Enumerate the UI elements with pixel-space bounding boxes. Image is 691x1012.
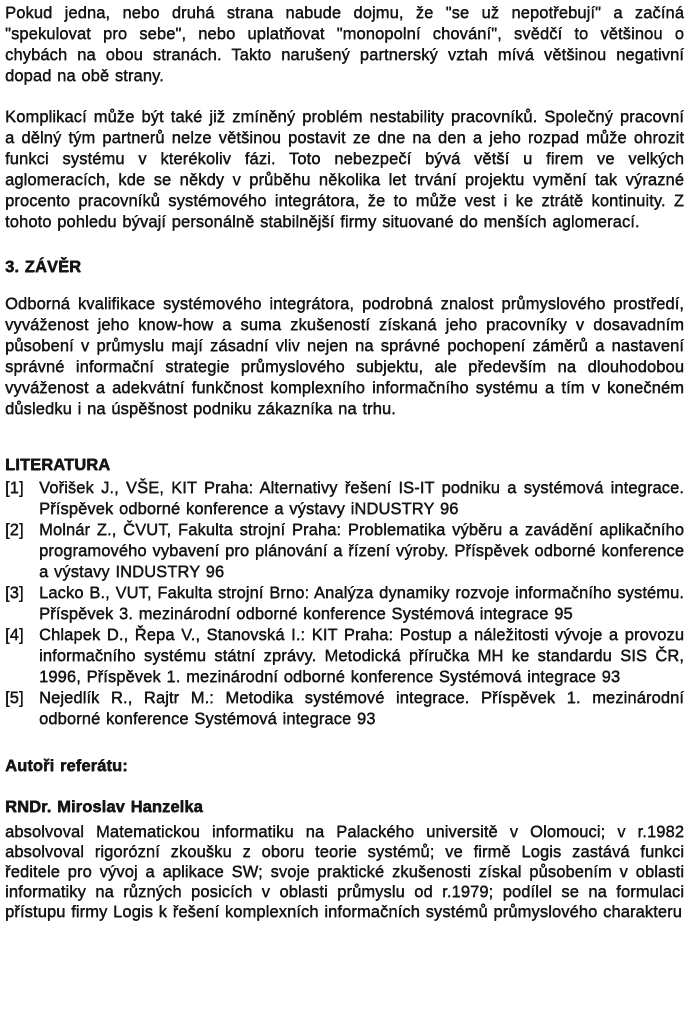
section-heading-zaver: 3. ZÁVĚR xyxy=(5,258,82,276)
reference-item xyxy=(5,478,684,520)
reference-item xyxy=(5,625,684,688)
paragraph-conclusion: Odborná kvalifikace systémového integrátora, podrobná znalost průmyslového prostředí, vyváženost jeho know-how a suma zkušeností získaná jeho pracovníky v dosavadním působení v průmyslu mají zásadní vliv nejen na správné pochopení záměrů a nastavení správné informační strategie průmyslového subjektu, ale především na dlouhodobou vyváženost a adekvátní funkčnost komplexního informačního systému a tím v konečném důsledku i na úspěšnost podniku zákazníka na trhu. xyxy=(5,295,684,418)
reference-text: Lacko B., VUT, Fakulta strojní Brno: Analýza dynamiky rozvoje informačního systému. Příspěvek 3. mezinárodní odborné konference Systémová integrace 95 xyxy=(39,584,684,623)
reference-number: [4] xyxy=(5,626,24,644)
author-name: RNDr. Miroslav Hanzelka xyxy=(5,798,203,816)
reference-text: Molnár Z., ČVUT, Fakulta strojní Praha: Problematika výběru a zavádění aplikačního programového vybavení pro plánování a řízení výroby. Příspěvek odborné konference a výstavy INDUSTRY 96 xyxy=(39,521,684,581)
authors-heading: Autoři referátu: xyxy=(5,757,128,775)
reference-text: Nejedlík R., Rajtr M.: Metodika systémové integrace. Příspěvek 1. mezinárodní odborné konference Systémová integrace 93 xyxy=(39,689,684,728)
reference-item xyxy=(5,688,684,730)
literatura-heading: LITERATURA xyxy=(5,456,111,474)
paragraph-partnership: Pokud jedna, nebo druhá strana nabude dojmu, že "se už nepotřebují" a začíná "spekulovat pro sebe", nebo uplatňovat "monopolní chování", svědčí to většinou o chybách na obou stranách. Takto narušený partnerský vztah mívá většinou negativní dopad na obě strany. xyxy=(5,4,684,85)
reference-text: Vořišek J., VŠE, KIT Praha: Alternativy řešení IS-IT podniku a systémová integrace. Příspěvek odborné konference a výstavy iNDUSTRY 96 xyxy=(39,479,684,518)
reference-number: [2] xyxy=(5,521,24,539)
reference-item xyxy=(5,520,684,583)
reference-list xyxy=(5,478,684,730)
reference-number: [5] xyxy=(5,689,24,707)
reference-number: [3] xyxy=(5,584,24,602)
reference-item xyxy=(5,583,684,625)
author-bio: absolvoval Matematickou informatiku na Palackého universitě v Olomouci; v r.1982 absolvoval rigorózní zkoušku z oboru teorie systémů; ve firmě Logis zastává funkci ředitele pro vývoj a aplikace SW; svoje praktické zkušenosti získal působením v oblasti informatiky na různých posicích v oblasti průmyslu od r.1979; podílel se na formulaci přístupu firmy Logis k řešení komplexních informačních systémů průmyslového charakteru xyxy=(5,823,684,921)
reference-text: Chlapek D., Řepa V., Stanovská I.: KIT Praha: Postup a náležitosti vývoje a provozu informačního systému státní zprávy. Metodická příručka MH ke standardu SIS ČR, 1996, Příspěvek 1. mezinárodní odborné konference Systémová integrace 93 xyxy=(39,626,684,686)
reference-number: [1] xyxy=(5,479,24,497)
paragraph-team-stability: Komplikací může být také již zmíněný problém nestability pracovníků. Společný pracovní a dělný tým partnerů nelze většinou postavit ze dne na den a jeho rozpad může ohrozit funkci systému v kterékoliv fázi. Toto nebezpečí bývá větší u firem ve velkých aglomeracích, kde se někdy v průběhu několika let trvání projektu vymění tak výrazné procento pracovníků systémového integrátora, že to může vest i ke ztrátě kontinuity. Z tohoto pohledu bývají personálně stabilnější firmy situované do menších aglomerací. xyxy=(5,108,684,231)
